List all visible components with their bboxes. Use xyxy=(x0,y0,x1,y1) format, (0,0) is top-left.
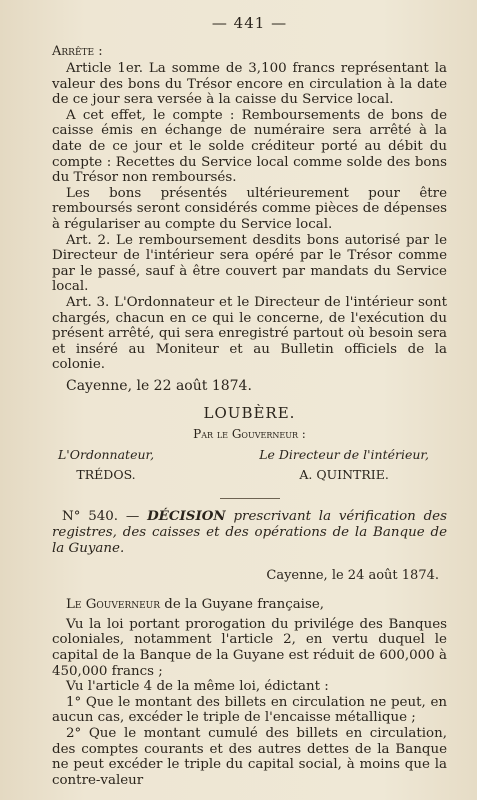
signature: LOUBÈRE. xyxy=(203,404,296,423)
section-divider xyxy=(220,498,280,499)
signatories xyxy=(52,447,447,482)
arrete-heading: Arrête : xyxy=(52,44,103,59)
governor-title: Le Gouverneur xyxy=(66,597,161,613)
signatory-right xyxy=(259,447,429,482)
par-le-gouverneur: Par le Gouverneur : xyxy=(193,427,306,442)
decision-date: Cayenne, le 24 août 1874. xyxy=(266,568,439,584)
page-number: — 441 — xyxy=(211,14,288,32)
paragraph-bons: Les bons présentés ultérieurement pour être remboursés seront considérés comme pièces de dépenses à régulariser au compte du Service local. xyxy=(52,185,447,232)
decision-number: N° 540. — xyxy=(62,509,140,525)
paragraph-effect: A cet effet, le compte : Remboursements de bons de caisse émis en échange de numéraire sera arrêté à la date de ce jour et le solde créditeur porté au débit du compte : Recettes du Service local comme solde des bons du Trésor non remboursés. xyxy=(52,107,447,186)
decision-title xyxy=(52,509,447,556)
decision-subject: prescrivant la vérification des registres, des caisses et des opérations de la Banque de la Guyane. xyxy=(52,509,447,556)
ordonnateur-role: L'Ordonnateur, xyxy=(58,447,155,463)
paragraph-article-3: Art. 3. L'Ordonnateur et le Directeur de l'intérieur sont chargés, chacun en ce qui le concerne, de l'exécution du présent arrêté, qui sera enregistré partout où besoin sera et inséré au Moniteur et au Bulletin officiels de la colonie. xyxy=(52,294,447,373)
paragraph-vu-loi: Vu la loi portant prorogation du privilége des Banques coloniales, notamment l'article 2, en vertu duquel le capital de la Banque de la Guyane est réduit de 600,000 à 450,000 francs ; xyxy=(52,616,447,679)
signatory-left xyxy=(58,447,154,482)
directeur-name: A. QUINTRIE. xyxy=(299,467,389,483)
governor-line xyxy=(52,597,447,613)
decision-word: DÉCISION xyxy=(147,508,226,525)
paragraph-article-2: Art. 2. Le remboursement desdits bons autorisé par le Directeur de l'intérieur sera opéré par le Trésor comme par le passé, sauf à être couvert par mandats du Service local. xyxy=(52,232,447,295)
paragraph-vu-article-4: Vu l'article 4 de la même loi, édictant : xyxy=(66,679,329,695)
paragraph-article-1: Article 1er. La somme de 3,100 francs représentant la valeur des bons du Trésor encore en circulation à la date de ce jour sera versée à la caisse du Service local. xyxy=(52,61,447,108)
governor-rest: de la Guyane française, xyxy=(160,597,325,613)
ordonnateur-name: TRÉDOS. xyxy=(76,467,136,483)
place-date: Cayenne, le 22 août 1874. xyxy=(66,377,252,394)
directeur-role: Le Directeur de l'intérieur, xyxy=(259,447,429,463)
paragraph-point-1: 1° Que le montant des billets en circulation ne peut, en aucun cas, excéder le triple de l'encaisse métallique ; xyxy=(52,694,447,726)
paragraph-point-2: 2° Que le montant cumulé des billets en circulation, des comptes courants et des autres dettes de la Banque ne peut excéder le triple du capital social, à moins que la contre-valeur xyxy=(52,726,447,788)
